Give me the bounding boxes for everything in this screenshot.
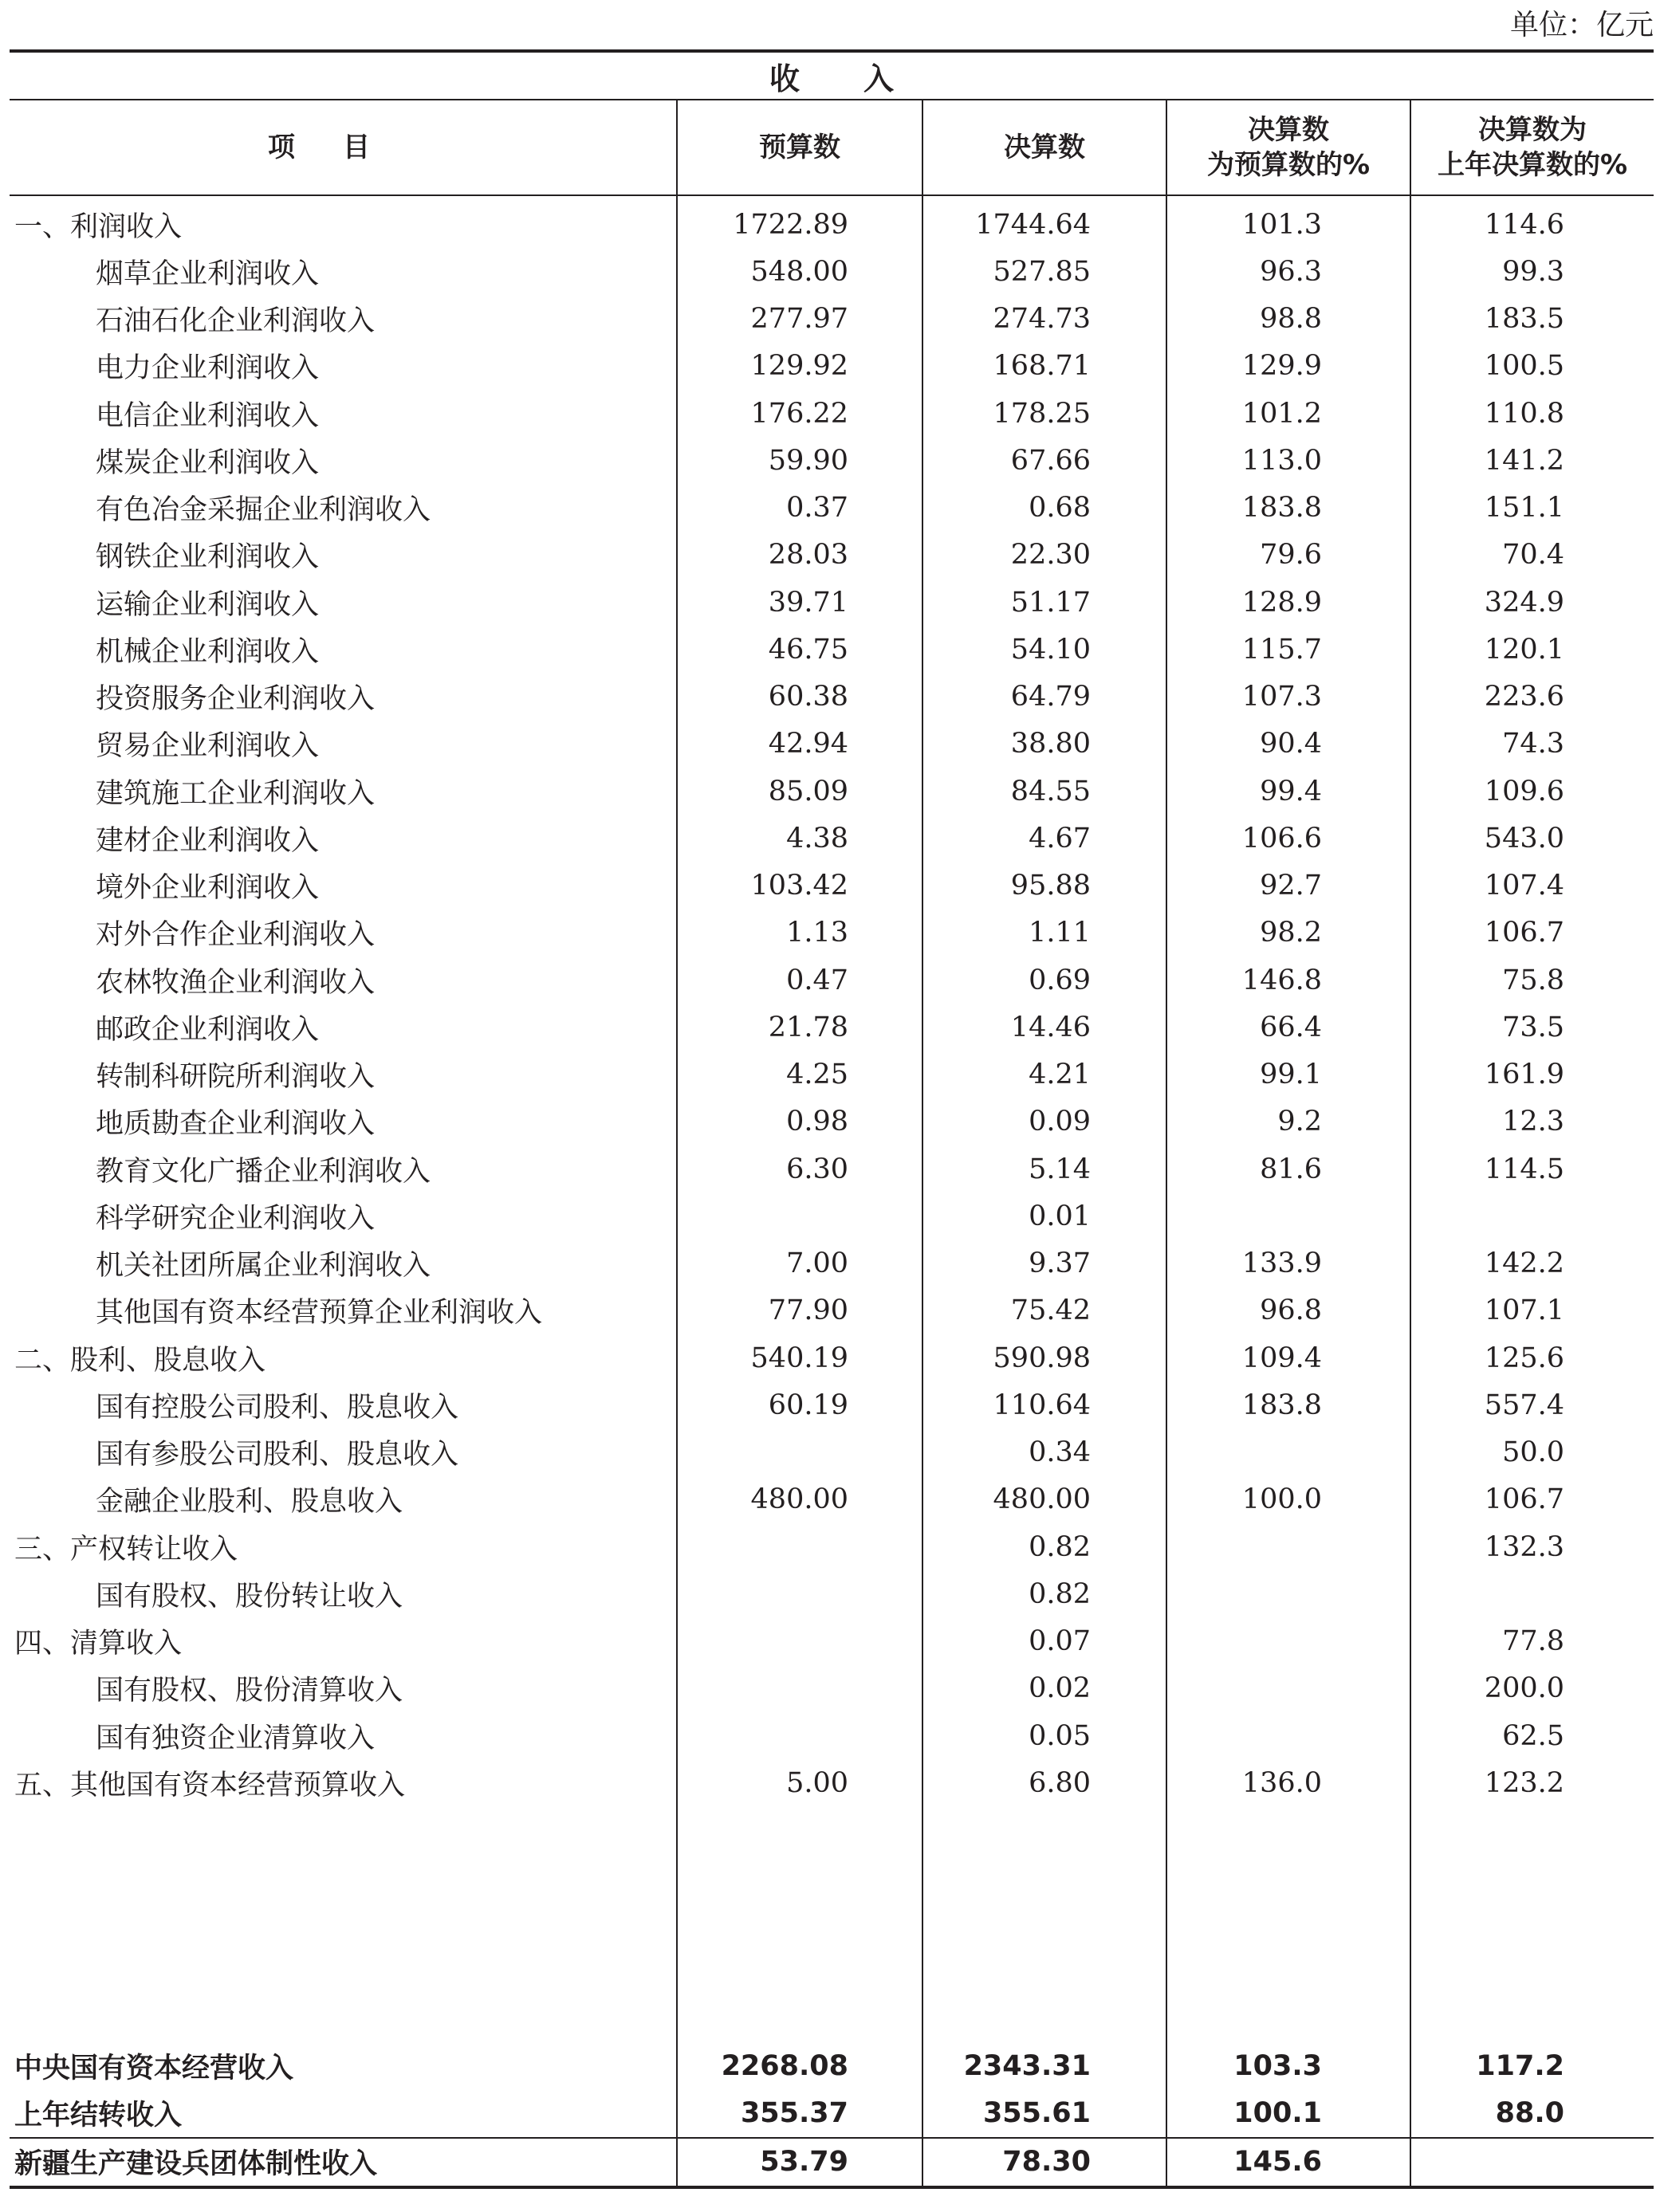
final-value: 54.10: [922, 626, 1166, 673]
total-pct-last-value: 117.2: [1410, 2043, 1654, 2090]
table-row: [10, 1240, 1654, 1287]
pct-last-value: 70.4: [1410, 532, 1654, 579]
pct-last-value: 183.5: [1410, 296, 1654, 343]
pct-budget-value: 136.0: [1166, 1759, 1410, 1806]
item-name: 五、其他国有资本经营预算收入: [14, 1769, 406, 1801]
pct-budget-value: [1166, 1523, 1410, 1570]
pct-budget-value: 99.4: [1166, 768, 1410, 815]
table-row: [10, 248, 1654, 295]
table-row: [10, 195, 1654, 248]
empty-cell: [677, 1807, 922, 2043]
table-row: [10, 1712, 1654, 1759]
final-value: 0.34: [922, 1429, 1166, 1476]
pct-budget-value: 128.9: [1166, 579, 1410, 626]
total-row: [10, 2043, 1654, 2090]
pct-last-value: 200.0: [1410, 1665, 1654, 1712]
budget-value: 4.25: [677, 1051, 922, 1098]
item-name: 教育文化广播企业利润收入: [96, 1155, 431, 1188]
pct-last-value: 141.2: [1410, 437, 1654, 484]
final-value: 0.69: [922, 957, 1166, 1004]
total-item-name: 上年结转收入: [14, 2100, 183, 2131]
budget-value: 60.19: [677, 1381, 922, 1428]
total-final-value: 2343.31: [922, 2043, 1166, 2090]
item-name: 科学研究企业利润收入: [96, 1202, 376, 1235]
table-row: [10, 1570, 1654, 1617]
empty-cell: [1166, 1807, 1410, 2043]
final-value: 38.80: [922, 721, 1166, 768]
budget-value: 7.00: [677, 1240, 922, 1287]
final-value: 527.85: [922, 248, 1166, 295]
pct-budget-value: 98.8: [1166, 296, 1410, 343]
item-name: 烟草企业利润收入: [96, 257, 320, 290]
pct-budget-value: 146.8: [1166, 957, 1410, 1004]
item-name: 贸易企业利润收入: [96, 730, 320, 763]
table-row: [10, 768, 1654, 815]
budget-value: 60.38: [677, 674, 922, 721]
table-body: [10, 195, 1654, 2187]
budget-value: 39.71: [677, 579, 922, 626]
pct-budget-value: 79.6: [1166, 532, 1410, 579]
final-value: 0.07: [922, 1618, 1166, 1665]
budget-value: 176.22: [677, 390, 922, 437]
pct-budget-value: 100.0: [1166, 1476, 1410, 1523]
budget-value: 103.42: [677, 862, 922, 910]
item-name: 国有股权、股份清算收入: [96, 1675, 403, 1707]
pct-budget-value: 81.6: [1166, 1145, 1410, 1192]
table-row: [10, 1665, 1654, 1712]
empty-cell: [10, 1807, 677, 2043]
pct-budget-value: 115.7: [1166, 626, 1410, 673]
final-value: 95.88: [922, 862, 1166, 910]
pct-last-value: 77.8: [1410, 1618, 1654, 1665]
pct-budget-value: 9.2: [1166, 1098, 1410, 1145]
pct-last-value: 107.1: [1410, 1287, 1654, 1334]
item-name: 建材企业利润收入: [96, 824, 320, 857]
pct-last-value: 142.2: [1410, 1240, 1654, 1287]
item-name: 境外企业利润收入: [96, 872, 320, 905]
pct-budget-value: 107.3: [1166, 674, 1410, 721]
pct-last-value: [1410, 1570, 1654, 1617]
budget-value: 1722.89: [677, 195, 922, 248]
column-header-final: 决算数: [922, 100, 1166, 195]
table-row: [10, 1476, 1654, 1523]
final-value: 6.80: [922, 1759, 1166, 1806]
table-row: [10, 1287, 1654, 1334]
item-name: 国有参股公司股利、股息收入: [96, 1439, 459, 1471]
pct-last-value: 100.5: [1410, 343, 1654, 390]
table-row: [10, 390, 1654, 437]
budget-value: 77.90: [677, 1287, 922, 1334]
budget-value: 1.13: [677, 910, 922, 957]
table-row: [10, 532, 1654, 579]
table-row: [10, 1523, 1654, 1570]
item-name: 一、利润收入: [14, 210, 183, 243]
empty-cell: [1410, 1807, 1654, 2043]
pct-last-value: 50.0: [1410, 1429, 1654, 1476]
total-final-value: 355.61: [922, 2090, 1166, 2138]
item-name: 建筑施工企业利润收入: [96, 777, 376, 810]
budget-value: 277.97: [677, 296, 922, 343]
pct-last-value: 106.7: [1410, 910, 1654, 957]
table-row: [10, 626, 1654, 673]
final-value: 178.25: [922, 390, 1166, 437]
item-name: 机械企业利润收入: [96, 635, 320, 668]
final-value: 590.98: [922, 1334, 1166, 1381]
pct-last-value: 75.8: [1410, 957, 1654, 1004]
final-value: 0.82: [922, 1523, 1166, 1570]
pct-last-value: 73.5: [1410, 1004, 1654, 1051]
pct-budget-value: [1166, 1429, 1410, 1476]
item-name: 国有控股公司股利、股息收入: [96, 1391, 459, 1424]
final-value: 480.00: [922, 1476, 1166, 1523]
budget-value: 21.78: [677, 1004, 922, 1051]
table-row: [10, 485, 1654, 532]
table-row: [10, 1618, 1654, 1665]
budget-value: 480.00: [677, 1476, 922, 1523]
item-name: 国有独资企业清算收入: [96, 1722, 376, 1754]
final-value: 0.05: [922, 1712, 1166, 1759]
item-name: 投资服务企业利润收入: [96, 683, 376, 716]
total-budget-value: 53.79: [677, 2138, 922, 2187]
table-row: [10, 1381, 1654, 1428]
final-value: 0.68: [922, 485, 1166, 532]
table-title: 收入: [10, 51, 1654, 100]
item-name: 金融企业股利、股息收入: [96, 1486, 403, 1519]
final-value: 1744.64: [922, 195, 1166, 248]
pct-budget-value: [1166, 1665, 1410, 1712]
item-name: 钢铁企业利润收入: [96, 541, 320, 574]
total-budget-value: 355.37: [677, 2090, 922, 2138]
table-row: [10, 910, 1654, 957]
pct-budget-value: 66.4: [1166, 1004, 1410, 1051]
pct-budget-value: [1166, 1712, 1410, 1759]
final-value: 9.37: [922, 1240, 1166, 1287]
pct-last-value: 114.6: [1410, 195, 1654, 248]
table-row: [10, 1192, 1654, 1240]
pct-budget-value: 99.1: [1166, 1051, 1410, 1098]
table-row: [10, 862, 1654, 910]
table-row: [10, 1334, 1654, 1381]
pct-last-value: 107.4: [1410, 862, 1654, 910]
item-name: 其他国有资本经营预算企业利润收入: [96, 1297, 543, 1330]
column-header-pct-budget: 决算数 为预算数的%: [1166, 100, 1410, 195]
budget-value: [677, 1712, 922, 1759]
revenue-table: [10, 49, 1654, 2189]
unit-label: 单位：亿元: [1509, 9, 1654, 41]
item-name: 石油石化企业利润收入: [96, 305, 376, 338]
final-value: 0.09: [922, 1098, 1166, 1145]
total-final-value: 78.30: [922, 2138, 1166, 2187]
item-name: 对外合作企业利润收入: [96, 919, 376, 952]
empty-cell: [922, 1807, 1166, 2043]
pct-budget-value: 101.2: [1166, 390, 1410, 437]
budget-value: [677, 1618, 922, 1665]
table-row: [10, 296, 1654, 343]
table-spacer: [10, 1807, 1654, 2043]
budget-value: [677, 1523, 922, 1570]
column-header-pct-last: 决算数为 上年决算数的%: [1410, 100, 1654, 195]
budget-value: 28.03: [677, 532, 922, 579]
budget-value: 0.47: [677, 957, 922, 1004]
budget-value: [677, 1192, 922, 1240]
pct-budget-value: 96.8: [1166, 1287, 1410, 1334]
final-value: 14.46: [922, 1004, 1166, 1051]
pct-last-value: 106.7: [1410, 1476, 1654, 1523]
item-name: 二、股利、股息收入: [14, 1344, 266, 1377]
item-name: 四、清算收入: [14, 1628, 183, 1660]
table-row: [10, 957, 1654, 1004]
pct-last-value: 110.8: [1410, 390, 1654, 437]
pct-last-value: 125.6: [1410, 1334, 1654, 1381]
pct-budget-value: [1166, 1192, 1410, 1240]
pct-last-value: 557.4: [1410, 1381, 1654, 1428]
budget-value: 4.38: [677, 815, 922, 862]
pct-last-value: 123.2: [1410, 1759, 1654, 1806]
budget-value: [677, 1570, 922, 1617]
pct-last-value: 120.1: [1410, 626, 1654, 673]
item-name: 邮政企业利润收入: [96, 1013, 320, 1046]
final-value: 0.02: [922, 1665, 1166, 1712]
pct-budget-value: [1166, 1618, 1410, 1665]
table-row: [10, 1145, 1654, 1192]
total-pct-budget-value: 103.3: [1166, 2043, 1410, 2090]
pct-last-value: 543.0: [1410, 815, 1654, 862]
table-row: [10, 815, 1654, 862]
pct-budget-value: 133.9: [1166, 1240, 1410, 1287]
final-value: 22.30: [922, 532, 1166, 579]
final-value: 67.66: [922, 437, 1166, 484]
pct-budget-value: 90.4: [1166, 721, 1410, 768]
pct-budget-value: 129.9: [1166, 343, 1410, 390]
pct-budget-value: 92.7: [1166, 862, 1410, 910]
final-value: 84.55: [922, 768, 1166, 815]
final-value: 110.64: [922, 1381, 1166, 1428]
pct-budget-value: 106.6: [1166, 815, 1410, 862]
table-row: [10, 721, 1654, 768]
total-budget-value: 2268.08: [677, 2043, 922, 2090]
budget-value: 548.00: [677, 248, 922, 295]
final-value: 168.71: [922, 343, 1166, 390]
column-header-budget: 预算数: [677, 100, 922, 195]
table-row: [10, 674, 1654, 721]
final-value: 64.79: [922, 674, 1166, 721]
table-row: [10, 579, 1654, 626]
total-row: [10, 2138, 1654, 2187]
total-pct-last-value: [1410, 2138, 1654, 2187]
table-row: [10, 437, 1654, 484]
item-name: 国有股权、股份转让收入: [96, 1580, 403, 1613]
pct-last-value: 12.3: [1410, 1098, 1654, 1145]
pct-budget-value: [1166, 1570, 1410, 1617]
pct-last-value: [1410, 1192, 1654, 1240]
pct-last-value: 109.6: [1410, 768, 1654, 815]
total-pct-budget-value: 100.1: [1166, 2090, 1410, 2138]
pct-budget-value: 96.3: [1166, 248, 1410, 295]
pct-last-value: 132.3: [1410, 1523, 1654, 1570]
final-value: 4.21: [922, 1051, 1166, 1098]
pct-last-value: 74.3: [1410, 721, 1654, 768]
final-value: 0.01: [922, 1192, 1166, 1240]
table-row: [10, 1759, 1654, 1806]
pct-last-value: 62.5: [1410, 1712, 1654, 1759]
item-name: 电信企业利润收入: [96, 399, 320, 432]
budget-value: [677, 1665, 922, 1712]
pct-last-value: 223.6: [1410, 674, 1654, 721]
final-value: 1.11: [922, 910, 1166, 957]
total-pct-last-value: 88.0: [1410, 2090, 1654, 2138]
budget-value: 0.37: [677, 485, 922, 532]
budget-value: 59.90: [677, 437, 922, 484]
item-name: 农林牧渔企业利润收入: [96, 966, 376, 999]
table-row: [10, 1429, 1654, 1476]
total-item-name: 中央国有资本经营收入: [14, 2053, 294, 2084]
pct-budget-value: 109.4: [1166, 1334, 1410, 1381]
budget-value: 85.09: [677, 768, 922, 815]
column-header-item: 项目: [10, 100, 677, 195]
final-value: 0.82: [922, 1570, 1166, 1617]
pct-budget-value: 183.8: [1166, 485, 1410, 532]
table-row: [10, 1004, 1654, 1051]
table-row: [10, 1051, 1654, 1098]
budget-value: [677, 1429, 922, 1476]
pct-last-value: 161.9: [1410, 1051, 1654, 1098]
item-name: 煤炭企业利润收入: [96, 446, 320, 479]
final-value: 274.73: [922, 296, 1166, 343]
item-name: 转制科研院所利润收入: [96, 1061, 376, 1094]
total-row: [10, 2090, 1654, 2138]
final-value: 5.14: [922, 1145, 1166, 1192]
final-value: 51.17: [922, 579, 1166, 626]
total-pct-budget-value: 145.6: [1166, 2138, 1410, 2187]
final-value: 75.42: [922, 1287, 1166, 1334]
budget-value: 6.30: [677, 1145, 922, 1192]
budget-value: 5.00: [677, 1759, 922, 1806]
final-value: 4.67: [922, 815, 1166, 862]
item-name: 三、产权转让收入: [14, 1533, 238, 1566]
pct-last-value: 151.1: [1410, 485, 1654, 532]
table-row: [10, 343, 1654, 390]
pct-budget-value: 101.3: [1166, 195, 1410, 248]
budget-value: 42.94: [677, 721, 922, 768]
item-name: 运输企业利润收入: [96, 588, 320, 621]
budget-value: 540.19: [677, 1334, 922, 1381]
total-item-name: 新疆生产建设兵团体制性收入: [10, 2138, 677, 2187]
pct-budget-value: 98.2: [1166, 910, 1410, 957]
budget-value: 129.92: [677, 343, 922, 390]
item-name: 机关社团所属企业利润收入: [96, 1250, 431, 1283]
item-name: 电力企业利润收入: [96, 352, 320, 385]
pct-last-value: 324.9: [1410, 579, 1654, 626]
pct-budget-value: 183.8: [1166, 1381, 1410, 1428]
item-name: 地质勘查企业利润收入: [96, 1108, 376, 1141]
pct-budget-value: 113.0: [1166, 437, 1410, 484]
pct-last-value: 114.5: [1410, 1145, 1654, 1192]
item-name: 有色冶金采掘企业利润收入: [96, 494, 431, 527]
pct-last-value: 99.3: [1410, 248, 1654, 295]
table-row: [10, 1098, 1654, 1145]
budget-value: 0.98: [677, 1098, 922, 1145]
budget-value: 46.75: [677, 626, 922, 673]
